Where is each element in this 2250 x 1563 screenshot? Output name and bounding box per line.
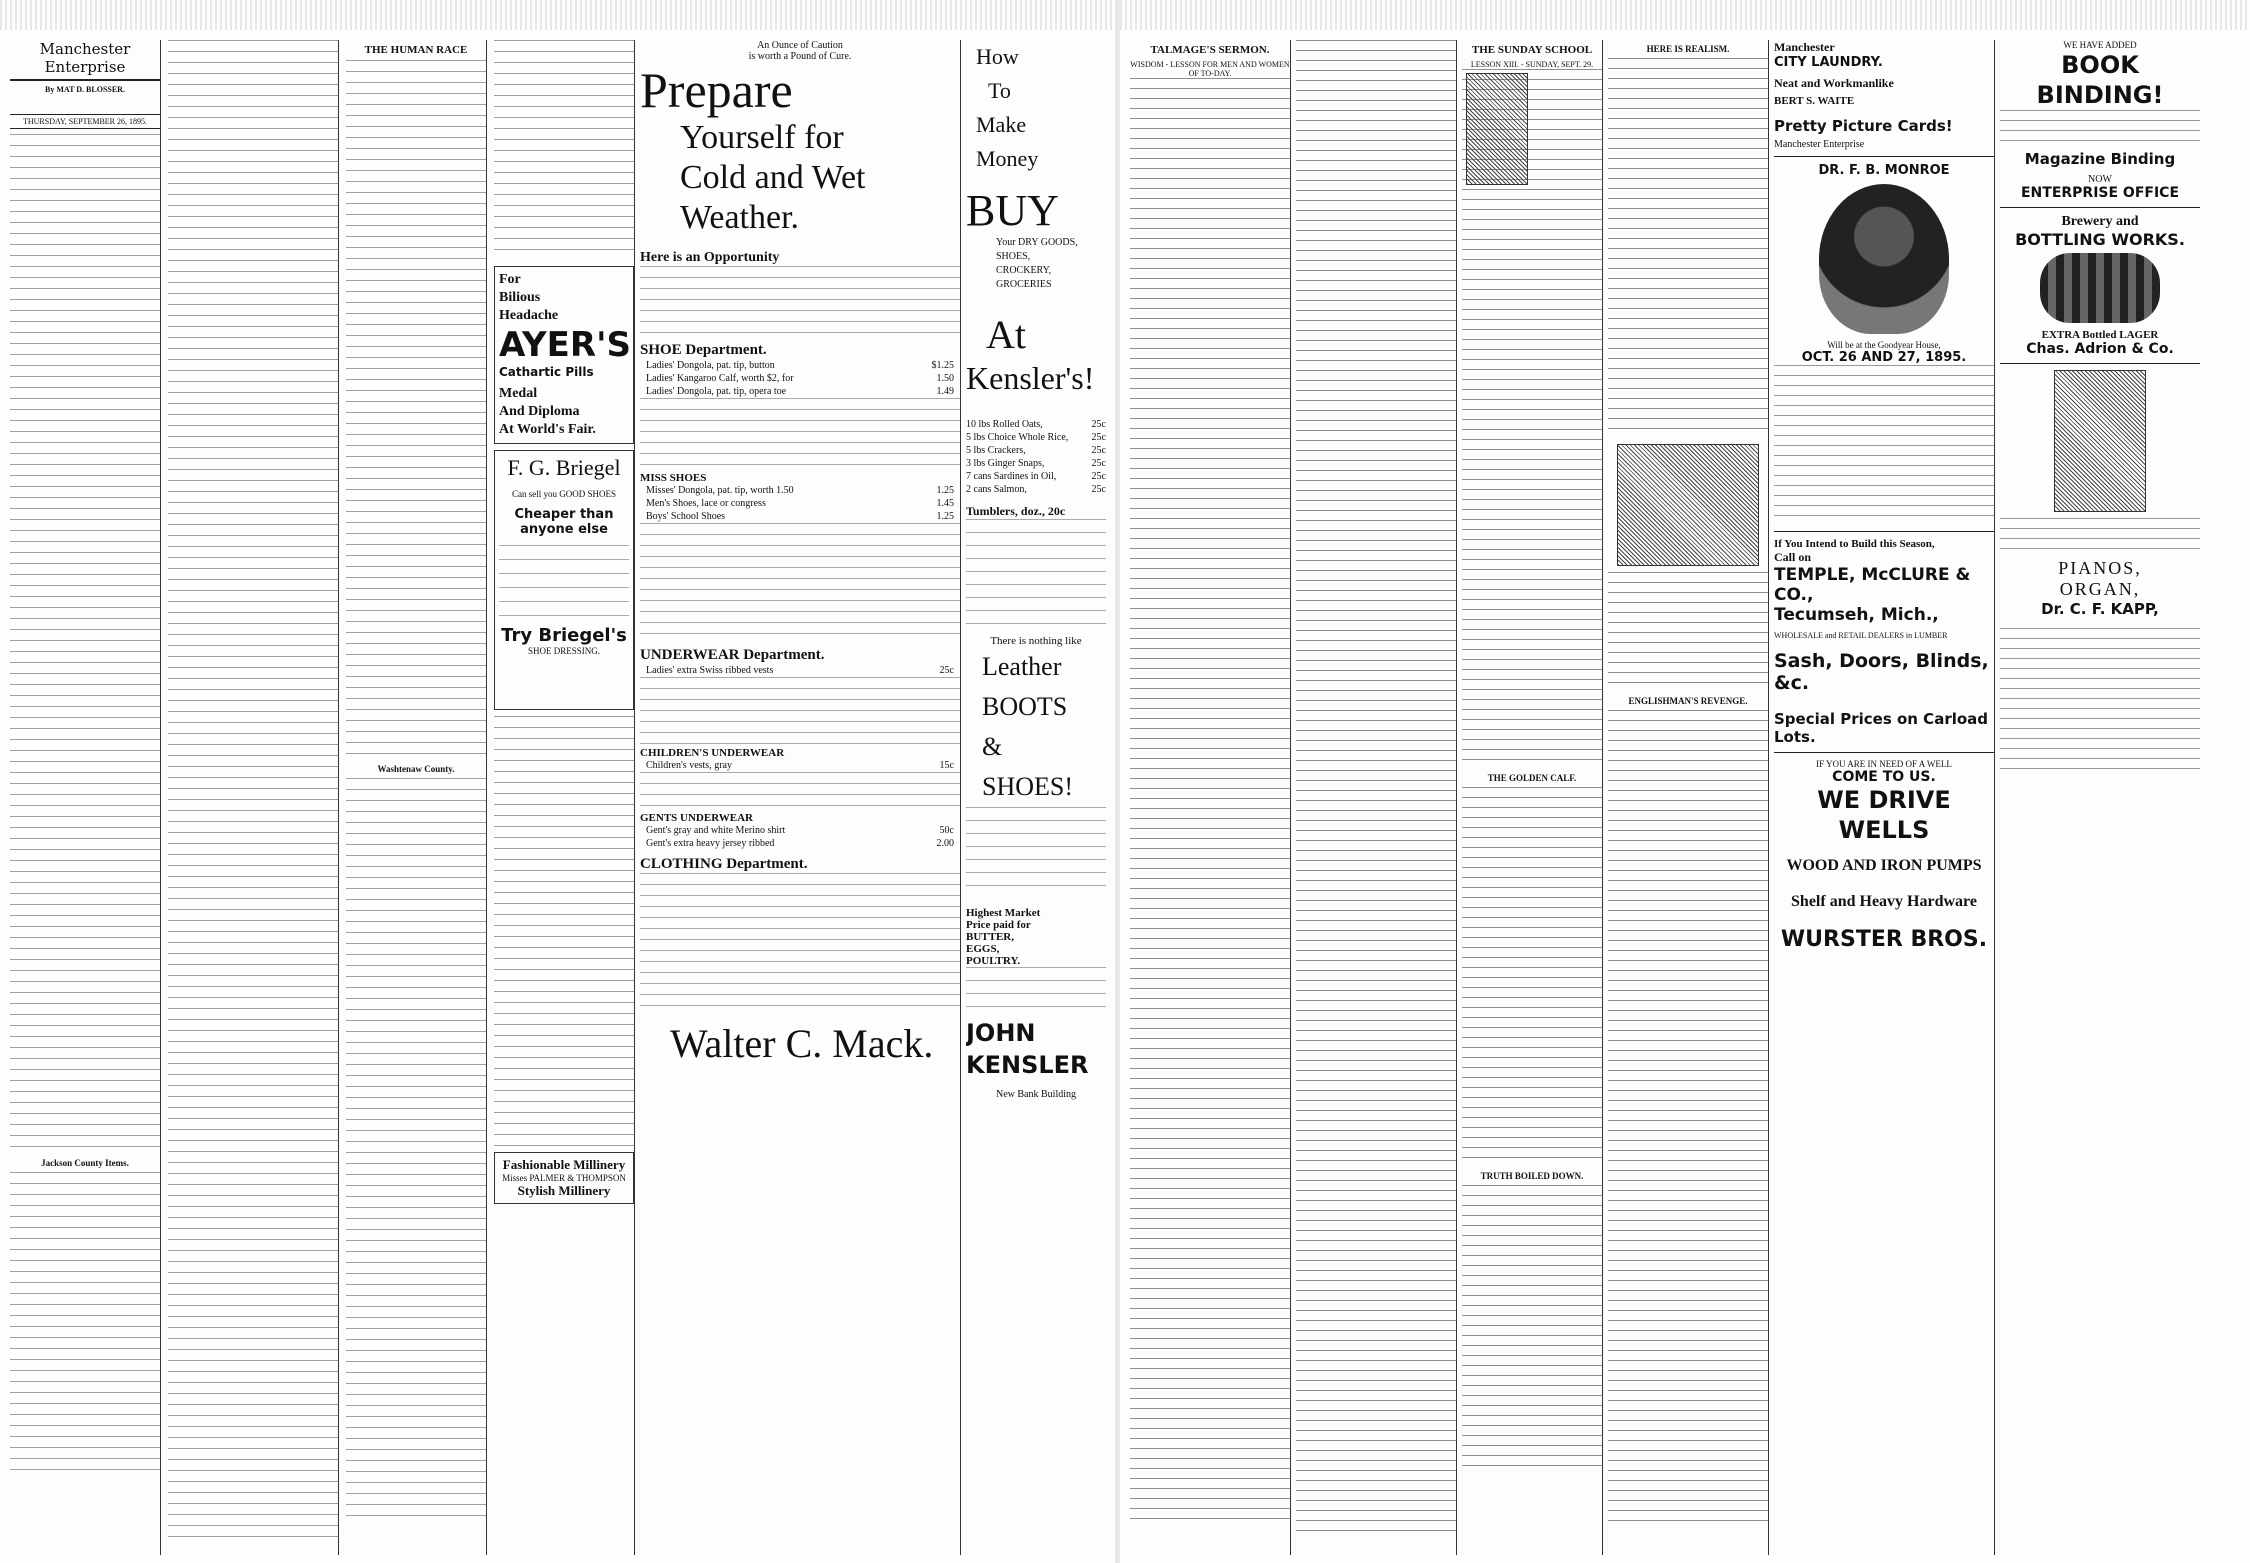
- tecumseh: Tecumseh, Mich.,: [1774, 605, 1939, 625]
- john-name: JOHN: [966, 1019, 1036, 1047]
- organ: ORGAN,: [2059, 579, 2141, 599]
- waite-name: BERT S. WAITE: [1774, 95, 1855, 107]
- make-word: Make: [976, 112, 1027, 137]
- truth-boiled-heading: TRUTH BOILED DOWN.: [1480, 1171, 1584, 1181]
- golden-calf-illustration: [1617, 444, 1759, 566]
- buy-items: [966, 236, 1106, 292]
- millinery-ad: [494, 1152, 634, 1204]
- binding-text: [2000, 110, 2200, 150]
- washtenaw-heading: Washtenaw County.: [377, 764, 455, 774]
- talmage-heading: TALMAGE'S SERMON.: [1150, 44, 1270, 56]
- extra-lager: EXTRA Bottled LAGER: [2041, 329, 2159, 341]
- bilious-line1: For: [499, 272, 521, 287]
- millinery-stylish: Stylish Millinery: [517, 1183, 611, 1198]
- price-row: Ladies' Dongola, pat. tip, opera toe 1.49: [646, 386, 954, 397]
- dateline: THURSDAY, SEPTEMBER 26, 1895.: [10, 114, 160, 129]
- shoe-text: [640, 398, 960, 468]
- brewery-and: Brewery and: [2061, 214, 2139, 229]
- right-column-4: [1608, 40, 1769, 1555]
- realism-heading: HERE IS REALISM.: [1646, 44, 1730, 54]
- manchester-enterprise-credit: Manchester Enterprise: [1774, 139, 1865, 150]
- grocery-row: 5 lbs Choice Whole Rice, 25c: [966, 432, 1106, 443]
- millinery-title: Fashionable Millinery: [502, 1157, 626, 1172]
- clothing-dept-heading: CLOTHING Department.: [640, 856, 808, 872]
- sash-doors: Sash, Doors, Blinds, &c.: [1774, 650, 1989, 694]
- misses-price-list: [640, 484, 960, 523]
- oct-dates: OCT. 26 AND 27, 1895.: [1801, 350, 1967, 365]
- monroe-text: [1774, 365, 1994, 525]
- opportunity: Here is an Opportunity: [640, 250, 780, 265]
- left-column-1: [10, 40, 161, 1555]
- manchester-word: Manchester: [1774, 40, 1835, 54]
- price-row: Boys' School Shoes 1.25: [646, 511, 954, 522]
- ayers-tagline: Cathartic Pills: [499, 365, 594, 379]
- grocery-row: 5 lbs Crackers, 25c: [966, 445, 1106, 456]
- buy-item: CROCKERY,: [996, 265, 1052, 276]
- tumblers: Tumblers, doz., 20c: [966, 504, 1066, 518]
- briegel-name: F. G. Briegel: [507, 455, 621, 480]
- ayers-ad: [494, 266, 634, 444]
- scan-noise: [1120, 0, 2250, 30]
- sermon-text: [1130, 78, 1290, 1528]
- price-row: Ladies' extra Swiss ribbed vests 25c: [646, 665, 954, 676]
- talmage-sub: WISDOM - LESSON FOR MEN AND WOMEN OF TO-DAY.: [1130, 60, 1290, 78]
- briegel-cheaper: Cheaper than anyone else: [514, 507, 614, 537]
- adrion-name: Chas. Adrion & Co.: [2026, 341, 2174, 357]
- right-column-6-ads: [2000, 40, 2200, 1555]
- misc-ad-text: [2000, 628, 2200, 778]
- underwear-dept-heading: UNDERWEAR Department.: [640, 647, 825, 663]
- boots-word: BOOTS: [982, 692, 1068, 721]
- ounce-line2: is worth a Pound of Cure.: [748, 51, 852, 62]
- award-line1: Medal: [499, 386, 538, 401]
- market-item: EGGS,: [966, 943, 1000, 955]
- notices-text: [494, 40, 634, 260]
- millinery-who: Misses PALMER & THOMPSON: [502, 1173, 626, 1183]
- bottling-works: BOTTLING WORKS.: [2015, 230, 2185, 249]
- now-word: NOW: [2088, 174, 2112, 185]
- price-row: Ladies' Dongola, pat. tip, button $1.25: [646, 360, 954, 371]
- grocery-list: [966, 418, 1106, 496]
- county-news-text: [10, 1172, 160, 1472]
- right-newspaper-page: [1120, 0, 2250, 1563]
- leather-word: Leather: [982, 652, 1062, 681]
- walter-mack-signature: Walter C. Mack.: [670, 1021, 934, 1066]
- monroe-portrait: [1819, 184, 1949, 334]
- scan-noise: [0, 0, 1115, 30]
- rubbers-text: [640, 523, 960, 643]
- beer-barrel-illustration: [2040, 253, 2160, 323]
- subhead: Jackson County Items.: [41, 1158, 129, 1168]
- ounce-line1: An Ounce of Caution: [757, 40, 843, 51]
- goodyear-house: Will be at the Goodyear House,: [1827, 340, 1941, 350]
- childrens-text: [640, 772, 960, 812]
- enterprise-office: ENTERPRISE OFFICE: [2020, 185, 2180, 201]
- organ-illustration: [2054, 370, 2146, 512]
- shelf-hardware: Shelf and Heavy Hardware: [1791, 893, 1977, 910]
- nothing-like: There is nothing like: [990, 635, 1082, 647]
- wholesale-line: WHOLESALE and RETAIL DEALERS in LUMBER: [1774, 631, 1948, 640]
- gents-price-list: [640, 824, 960, 850]
- price-row: Misses' Dongola, pat. tip, worth 1.50 1.25: [646, 485, 954, 496]
- briegel-ad: [494, 450, 634, 710]
- grocery-row: 3 lbs Ginger Snaps, 25c: [966, 458, 1106, 469]
- shoe-price-list: [640, 359, 960, 398]
- kensler-name: KENSLER: [966, 1051, 1089, 1079]
- prepare-line1: Prepare: [640, 62, 793, 118]
- price-row: Children's vests, gray 15c: [646, 760, 954, 771]
- neat-workmanlike: Neat and Workmanlike: [1774, 76, 1894, 90]
- market-item: BUTTER,: [966, 931, 1014, 943]
- bank-building: New Bank Building: [996, 1089, 1076, 1100]
- byline: By MAT D. BLOSSER.: [45, 85, 125, 94]
- walter-mack-ad: [640, 40, 961, 1555]
- left-newspaper-page: [0, 0, 1115, 1563]
- wood-iron-pumps: WOOD AND IRON PUMPS: [1786, 857, 1982, 874]
- grocery-row: 10 lbs Rolled Oats, 25c: [966, 419, 1106, 430]
- ampersand: &: [982, 732, 1003, 761]
- leather-text: [966, 807, 1106, 897]
- prepare-line2: Yourself for: [680, 119, 844, 156]
- magazine-binding: Magazine Binding: [2024, 150, 2176, 168]
- city-laundry: CITY LAUNDRY.: [1774, 55, 1883, 70]
- market-line2: Price paid for: [966, 919, 1031, 931]
- how-to-make-money: [966, 40, 1106, 176]
- kenslers-name: Kensler's!: [966, 360, 1095, 396]
- right-column-5-ads: [1774, 40, 1995, 1555]
- at-word: At: [986, 312, 1026, 357]
- right-column-1: [1130, 40, 1291, 1555]
- we-have-added: WE HAVE ADDED: [2063, 40, 2137, 50]
- clothing-text: [640, 873, 960, 1013]
- opportunity-text: [640, 266, 960, 336]
- price-row: Gent's extra heavy jersey ribbed 2.00: [646, 838, 954, 849]
- call-on: Call on: [1774, 550, 1812, 564]
- caption-text: [1608, 572, 1768, 692]
- organ-text: [2000, 518, 2200, 558]
- briegel-goods: Can sell you GOOD SHOES: [511, 489, 616, 499]
- we-drive-wells: WE DRIVE WELLS: [1817, 786, 1951, 844]
- gents-underwear-heading: GENTS UNDERWEAR: [640, 812, 753, 824]
- buy-item: SHOES,: [996, 251, 1031, 262]
- prepare-line3: Cold and Wet: [680, 159, 866, 196]
- price-row: Men's Shoes, lace or congress 1.45: [646, 498, 954, 509]
- article-body: [10, 98, 160, 109]
- kensler-ad: [966, 40, 1106, 1555]
- buy-item: Your DRY GOODS,: [996, 237, 1078, 248]
- come-to-us: COME TO US.: [1832, 769, 1936, 785]
- left-column-3: [346, 40, 487, 1555]
- sermon-continued-text: [1296, 40, 1456, 1540]
- to-word: To: [988, 78, 1011, 103]
- money-word: Money: [976, 146, 1039, 171]
- briegel-text: [499, 545, 629, 625]
- pretty-picture-cards: Pretty Picture Cards!: [1774, 117, 1953, 135]
- local-news-text: [10, 134, 160, 1154]
- briegel-shoe-dressing: SHOE DRESSING.: [527, 646, 600, 656]
- right-column-3: [1462, 40, 1603, 1555]
- underwear-price-list: [640, 664, 960, 677]
- well-need: IF YOU ARE IN NEED OF A WELL: [1816, 759, 1952, 769]
- grocery-row: 2 cans Salmon, 25c: [966, 484, 1106, 495]
- price-row: Ladies' Kangaroo Calf, worth $2, for 1.50: [646, 373, 954, 384]
- underwear-text: [640, 677, 960, 747]
- bilious-line3: Headache: [499, 308, 559, 323]
- special-prices: Special Prices on Carload Lots.: [1774, 710, 1989, 746]
- personals-text: [346, 60, 486, 760]
- human-race-heading: THE HUMAN RACE: [364, 44, 468, 56]
- englishman-text: [1608, 710, 1768, 1530]
- misses-shoes-heading: MISS SHOES: [640, 472, 707, 484]
- sunday-school-heading: THE SUNDAY SCHOOL: [1471, 44, 1593, 56]
- shoes-word: SHOES!: [982, 772, 1074, 801]
- buy-item: GROCERIES: [996, 279, 1052, 290]
- price-row: Gent's gray and white Merino shirt 50c: [646, 825, 954, 836]
- prepare-line4: Weather.: [680, 199, 800, 236]
- market-item: POULTRY.: [966, 955, 1021, 967]
- grocery-row: 7 cans Sardines in Oil, 25c: [966, 471, 1106, 482]
- county-text: [346, 778, 486, 1518]
- market-text: [966, 967, 1106, 1007]
- golden-calf-text: [1462, 787, 1602, 1167]
- truth-text: [1462, 1185, 1602, 1475]
- news-text: [168, 40, 338, 1540]
- how-word: How: [976, 44, 1019, 69]
- childrens-price-list: [640, 759, 960, 772]
- englishman-heading: ENGLISHMAN'S REVENGE.: [1628, 696, 1748, 706]
- childrens-underwear-heading: CHILDREN'S UNDERWEAR: [640, 747, 785, 759]
- monroe-name: DR. F. B. MONROE: [1818, 163, 1950, 178]
- golden-calf-heading: THE GOLDEN CALF.: [1487, 773, 1577, 783]
- award-line2: And Diploma: [499, 404, 580, 419]
- leather-boots-shoes: [966, 647, 1106, 807]
- pianos: PIANOS,: [2058, 558, 2142, 578]
- bilious-line2: Bilious: [499, 290, 541, 305]
- left-column-2: [168, 40, 339, 1555]
- market-title: Highest Market: [966, 907, 1041, 919]
- lesson-line: LESSON XIII. - SUNDAY, SEPT. 29.: [1470, 60, 1594, 69]
- buy-word: BUY: [966, 186, 1059, 235]
- right-column-2: [1296, 40, 1457, 1555]
- build-season: If You Intend to Build this Season,: [1774, 538, 1935, 550]
- left-column-4-ads: [494, 40, 635, 1555]
- briegel-try: Try Briegel's: [501, 625, 627, 646]
- misc-text: [494, 716, 634, 1146]
- realism-text: [1608, 58, 1768, 438]
- masthead: Manchester Enterprise: [10, 40, 160, 81]
- shoe-dept-heading: SHOE Department.: [640, 342, 767, 358]
- temple-mcclure: TEMPLE, McCLURE & CO.,: [1774, 565, 1971, 605]
- grocery-text: [966, 519, 1106, 629]
- ayers-name: AYER'S: [499, 325, 631, 365]
- book-binding: BOOK BINDING!: [2036, 51, 2164, 109]
- kapp-name: Dr. C. F. KAPP,: [2041, 600, 2159, 618]
- award-line3: At World's Fair.: [499, 422, 596, 437]
- wurster-bros: WURSTER BROS.: [1780, 927, 1988, 952]
- lesson-text: [1462, 69, 1602, 769]
